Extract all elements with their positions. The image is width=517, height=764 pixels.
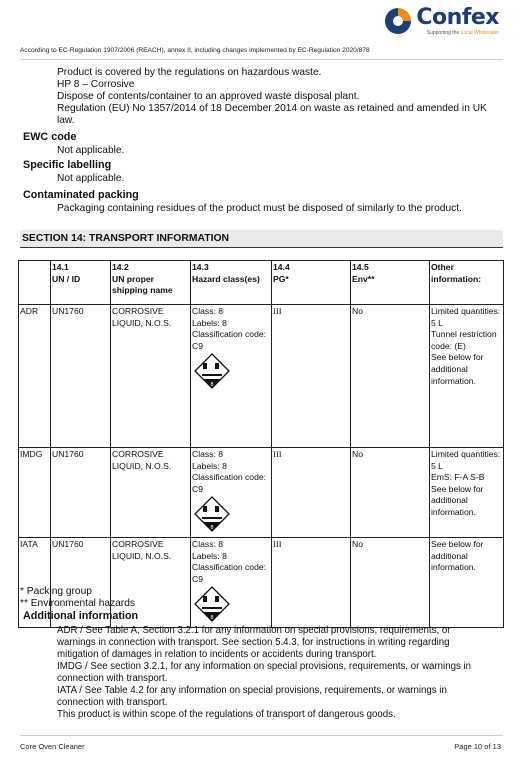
column-header: 14.5 Env** [351,261,430,305]
transport-mode: ADR [19,305,51,448]
footer-divider [20,735,503,736]
waste-line: Dispose of contents/container to an approved waste disposal plant. [57,91,360,102]
hazard-class-cell [191,305,272,448]
corrosive-class-8-icon [194,586,230,622]
transport-mode: IMDG [19,448,51,538]
hazard-class: Class: 8 Labels: 8 Classification code: C9 [192,449,267,494]
footnote-environmental: ** Environmental hazards [20,598,135,609]
additional-line: connection with transport. [57,673,168,684]
footnote-packing-group: * Packing group [20,586,92,597]
additional-information-heading: Additional information [23,610,139,622]
other-information: Limited quantities: 5 L Tunnel restriction code: (E) See below for additional information. [430,305,504,448]
footer-page-number: Page 10 of 13 [454,742,501,751]
table-header-row [19,261,504,305]
column-header [19,261,51,305]
un-number: UN1760 [51,448,111,538]
section-14-title: SECTION 14: TRANSPORT INFORMATION [22,233,230,244]
hazard-class: Class: 8 Labels: 8 Classification code: C9 [192,306,267,351]
shipping-name: CORROSIVE LIQUID, N.O.S. [111,537,191,627]
table-row [19,448,504,538]
column-header: 14.2 UN proper shipping name [111,261,191,305]
contaminated-packing-heading: Contaminated packing [23,189,139,201]
confex-c-icon [383,6,413,36]
brand-name: Confex [416,5,499,30]
specific-labelling-value: Not applicable. [57,173,125,184]
packing-group: III [272,448,351,538]
environment: No [351,537,430,627]
brand-tagline: Supporting the Local Wholesaler [426,30,499,36]
table-row [19,305,504,448]
specific-labelling-heading: Specific labelling [23,159,112,171]
waste-line: HP 8 – Corrosive [57,79,135,90]
waste-line: Regulation (EU) No 1357/2014 of 18 December 2014 on waste as retained and amended in UK [57,103,487,114]
other-information: See below for additional information. [430,537,504,627]
packing-group: III [272,305,351,448]
confex-logo [383,6,499,36]
packing-group: III [272,537,351,627]
transport-table [18,260,504,628]
svg-text:8: 8 [210,525,214,532]
shipping-name: CORROSIVE LIQUID, N.O.S. [111,448,191,538]
other-information: Limited quantities: 5 L EmS: F-A S-B See below for additional information. [430,448,504,538]
ewc-heading: EWC code [23,131,77,143]
environment: No [351,448,430,538]
hazard-class-cell [191,448,272,538]
contaminated-packing-value: Packaging containing residues of the product must be disposed of similarly to the product. [57,203,462,214]
additional-line: ADR / See Table A, Section 3.2.1 for any information on special provisions, requirements, or [57,625,451,636]
section-14-header [20,230,503,248]
additional-line: connection with transport. [57,697,168,708]
svg-text:8: 8 [210,382,214,389]
hazard-class-cell [191,537,272,627]
additional-line: IMDG / See section 3.2.1, for any information on special provisions, requirements, or warnings in [57,661,472,672]
un-number: UN1760 [51,537,111,627]
column-header: 14.3 Hazard class(es) [191,261,272,305]
additional-line: This product is within scope of the regulations of transport of dangerous goods. [57,709,396,720]
column-header: Other information: [430,261,504,305]
svg-text:8: 8 [210,615,214,622]
un-number: UN1760 [51,305,111,448]
transport-mode: IATA [19,537,51,627]
ewc-value: Not applicable. [57,145,125,156]
header-divider [20,59,503,60]
regulation-reference: According to EC-Regulation 1907/2006 (REACH), annex II, including changes implemented by EC-Regulation 2020/878 [20,47,370,54]
corrosive-class-8-icon [194,353,230,389]
additional-line: IATA / See Table 4.2 for any information on special provisions, requirements, or warnings in [57,685,447,696]
additional-line: warnings in connection with transport. See section 5.4.3, for instructions in writing regarding [57,637,450,648]
hazard-class: Class: 8 Labels: 8 Classification code: C9 [192,538,267,584]
waste-line: Product is covered by the regulations on hazardous waste. [57,67,322,78]
waste-line: law. [57,115,75,126]
corrosive-class-8-icon [194,496,230,532]
additional-line: mitigation of damages in relation to incidents or accidents during transport. [57,649,377,660]
column-header: 14.4 PG* [272,261,351,305]
footer-product-name: Core Oven Cleaner [20,742,85,751]
environment: No [351,305,430,448]
column-header: 14.1 UN / ID [51,261,111,305]
shipping-name: CORROSIVE LIQUID, N.O.S. [111,305,191,448]
